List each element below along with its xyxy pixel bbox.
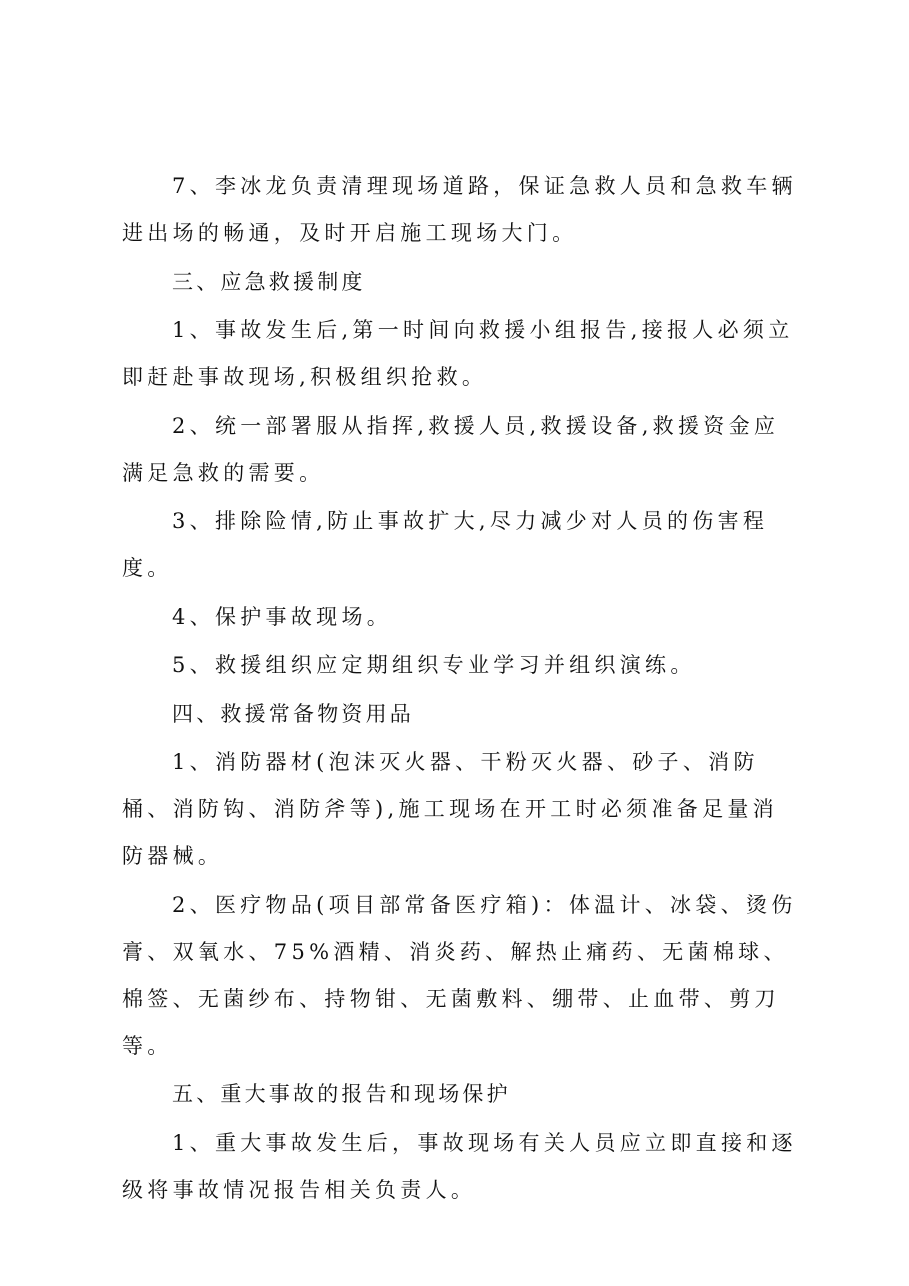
- section-heading-standby-supplies: 四、救援常备物资用品: [172, 701, 414, 726]
- paragraph-item-7-clear-road: 7、李冰龙负责清理现场道路，保证急救人员和急救车辆进出场的畅通，及时开启施工现场大门。: [122, 174, 797, 245]
- paragraph-rule-3-eliminate-danger: 3、排除险情,防止事故扩大,尽力减少对人员的伤害程度。: [122, 509, 769, 580]
- paragraph-supplies-1-fire-equipment: 1、消防器材(泡沫灭火器、干粉灭火器、砂子、消防桶、消防钩、消防斧等),施工现场在开工时必须准备足量消防器械。: [122, 750, 778, 868]
- paragraph-report-1-notify: 1、重大事故发生后，事故现场有关人员应立即直接和逐级将事故情况报告相关负责人。: [122, 1130, 797, 1202]
- paragraph-rule-1-report: 1、事故发生后,第一时间向救援小组报告,接报人必须立即赶赴事故现场,积极组织抢救。: [122, 318, 794, 389]
- paragraph-supplies-2-medical: 2、医疗物品(项目部常备医疗箱)：体温计、冰袋、烫伤膏、双氧水、75%酒精、消炎药、解热止痛药、无菌棉球、棉签、无菌纱布、持物钳、无菌敷料、绷带、止血带、剪刀等。: [122, 892, 797, 1058]
- paragraph-rule-2-command: 2、统一部署服从指挥,救援人员,救援设备,救援资金应满足急救的需要。: [122, 413, 780, 485]
- paragraph-rule-5-drills: 5、救援组织应定期组织专业学习并组织演练。: [172, 653, 696, 677]
- section-heading-emergency-rescue-system: 三、应急救援制度: [172, 269, 366, 294]
- paragraph-rule-4-protect-scene: 4、保护事故现场。: [172, 604, 393, 629]
- document-body: [122, 163, 802, 1215]
- section-heading-major-accident-report: 五、重大事故的报告和现场保护: [172, 1082, 511, 1106]
